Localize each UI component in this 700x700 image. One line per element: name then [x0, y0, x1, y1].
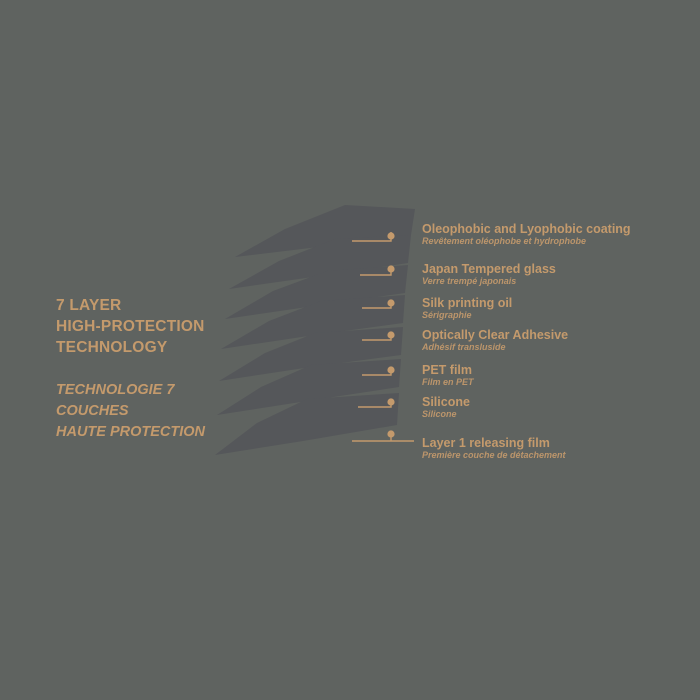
callout-label-fr: Film en PET	[422, 377, 474, 387]
callout-label-en: PET film	[422, 363, 473, 377]
callout-label-en: Silicone	[422, 395, 470, 409]
subtitle-line-2: COUCHES	[56, 403, 129, 419]
callout-label-fr: Sérigraphie	[422, 310, 472, 320]
page-title	[56, 295, 256, 358]
title-line-3: TECHNOLOGY	[56, 339, 168, 356]
callout-label-en: Optically Clear Adhesive	[422, 328, 569, 342]
callout-label-fr: Silicone	[422, 409, 457, 419]
callout-label-fr: Verre trempé japonais	[422, 276, 517, 286]
callout-label-fr: Adhésif transluside	[422, 342, 506, 352]
callout-label-en: Layer 1 releasing film	[422, 436, 550, 450]
callout-layer-1	[422, 222, 631, 247]
callout-layer-5	[422, 363, 474, 388]
callout-layer-2	[422, 262, 556, 287]
callout-label-en: Japan Tempered glass	[422, 262, 556, 276]
callout-layer-3	[422, 296, 512, 321]
callout-label-en: Oleophobic and Lyophobic coating	[422, 222, 631, 236]
callout-layer-4	[422, 328, 568, 353]
callout-layer-7	[422, 436, 566, 461]
page-subtitle	[56, 380, 276, 443]
callout-layer-6	[422, 395, 470, 420]
subtitle-line-1: TECHNOLOGIE 7	[56, 382, 175, 398]
callout-label-fr: Revêtement oléophobe et hydrophobe	[422, 236, 587, 246]
title-line-2: HIGH-PROTECTION	[56, 318, 205, 335]
callout-label-fr: Première couche de détachement	[422, 450, 566, 460]
subtitle-line-3: HAUTE PROTECTION	[56, 424, 206, 440]
callout-label-en: Silk printing oil	[422, 296, 513, 310]
title-line-1: 7 LAYER	[56, 297, 122, 314]
